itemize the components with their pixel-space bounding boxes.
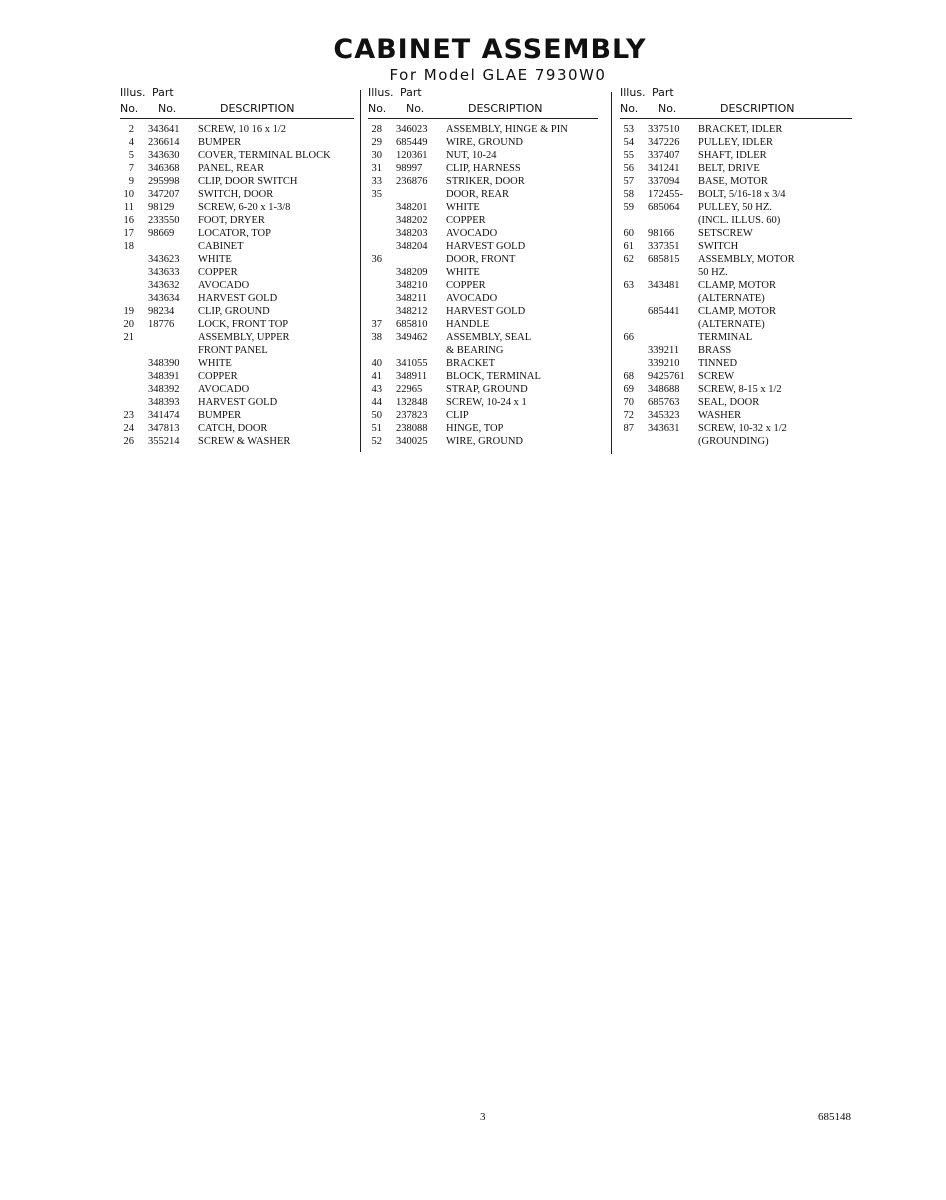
illus-number: 56 (623, 163, 634, 174)
part-number: 348688 (648, 384, 680, 395)
illus-number: 16 (123, 215, 134, 226)
part-number: 348390 (148, 358, 180, 369)
part-description: SCREW & WASHER (198, 436, 291, 447)
illus-number: 40 (371, 358, 382, 369)
table-row (368, 227, 598, 240)
parts-list (120, 118, 354, 448)
table-row (120, 227, 354, 240)
part-number: 343630 (148, 150, 180, 161)
illus-number: 30 (371, 150, 382, 161)
illus-number: 21 (123, 332, 134, 343)
illus-number: 58 (623, 189, 634, 200)
part-number: 343632 (148, 280, 180, 291)
part-number: 347207 (148, 189, 180, 200)
table-row (620, 149, 852, 162)
table-row (120, 175, 354, 188)
model-subtitle: For Model GLAE 7930W0 (389, 66, 607, 84)
part-description: SCREW, 10-32 x 1/2 (698, 423, 787, 434)
header-description: DESCRIPTION (220, 102, 295, 115)
table-row (120, 318, 354, 331)
table-row (120, 240, 354, 253)
part-number: 98669 (148, 228, 175, 239)
column-header (368, 86, 598, 118)
table-row (368, 344, 598, 357)
header-illus: Illus. (620, 86, 646, 99)
part-description: AVOCADO (198, 280, 250, 291)
part-description: COVER, TERMINAL BLOCK (198, 150, 331, 161)
part-description: LOCK, FRONT TOP (198, 319, 289, 330)
illus-number: 7 (128, 163, 134, 174)
part-number: 132848 (396, 397, 428, 408)
part-number: 341241 (648, 163, 680, 174)
part-number: 120361 (396, 150, 428, 161)
part-number: 346023 (396, 124, 428, 135)
part-description: SCREW (698, 371, 735, 382)
part-number: 98234 (148, 306, 175, 317)
part-number: 348391 (148, 371, 180, 382)
table-row (120, 292, 354, 305)
part-description: FOOT, DRYER (198, 215, 265, 226)
part-description: CLIP, DOOR SWITCH (198, 176, 298, 187)
table-row (620, 370, 852, 383)
part-number: 685441 (648, 306, 680, 317)
table-row (120, 162, 354, 175)
table-row (368, 331, 598, 344)
page-number: 3 (480, 1111, 486, 1123)
part-description: COPPER (446, 215, 486, 226)
header-illus: Illus. (120, 86, 146, 99)
page-title: CABINET ASSEMBLY (333, 34, 647, 65)
illus-number: 28 (371, 124, 382, 135)
table-row (120, 149, 354, 162)
part-number: 98129 (148, 202, 175, 213)
part-description: HARVEST GOLD (198, 397, 278, 408)
part-description: (GROUNDING) (698, 436, 769, 447)
part-description: HANDLE (446, 319, 490, 330)
table-row (620, 435, 852, 448)
illus-number: 36 (371, 254, 382, 265)
table-row (120, 214, 354, 227)
part-description: BOLT, 5/16-18 x 3/4 (698, 189, 786, 200)
table-row (120, 422, 354, 435)
part-description: WASHER (698, 410, 742, 421)
table-row (368, 136, 598, 149)
illus-number: 50 (371, 410, 382, 421)
part-number: 348201 (396, 202, 428, 213)
illus-number: 69 (623, 384, 634, 395)
part-number: 348204 (396, 241, 428, 252)
table-row (120, 279, 354, 292)
table-row (368, 396, 598, 409)
parts-column-3 (620, 86, 852, 448)
part-description: BRACKET, IDLER (698, 124, 783, 135)
illus-number: 55 (623, 150, 634, 161)
part-description: BUMPER (198, 137, 242, 148)
header-rule (368, 118, 598, 119)
table-row (620, 279, 852, 292)
table-row (620, 136, 852, 149)
column-header (620, 86, 852, 118)
part-description: FRONT PANEL (198, 345, 268, 356)
table-row (620, 331, 852, 344)
part-number: 345323 (648, 410, 680, 421)
table-row (120, 305, 354, 318)
part-description: HINGE, TOP (446, 423, 504, 434)
illus-number: 37 (371, 319, 382, 330)
part-number: 295998 (148, 176, 180, 187)
table-row (120, 253, 354, 266)
part-number: 98166 (648, 228, 675, 239)
part-description: ASSEMBLY, SEAL (446, 332, 532, 343)
part-description: 50 HZ. (698, 267, 728, 278)
header-description: DESCRIPTION (720, 102, 795, 115)
table-row (620, 201, 852, 214)
part-number: 340025 (396, 436, 428, 447)
header-rule (120, 118, 354, 119)
illus-number: 70 (623, 397, 634, 408)
illus-number: 38 (371, 332, 382, 343)
part-description: CLAMP, MOTOR (698, 306, 776, 317)
column-header (120, 86, 354, 118)
part-description: STRAP, GROUND (446, 384, 528, 395)
part-description: HARVEST GOLD (446, 241, 526, 252)
illus-number: 18 (123, 241, 134, 252)
part-number: 348203 (396, 228, 428, 239)
part-number: 172455- (648, 189, 683, 200)
part-description: CLAMP, MOTOR (698, 280, 776, 291)
parts-list (368, 118, 598, 448)
table-row (368, 383, 598, 396)
illus-number: 17 (123, 228, 134, 239)
part-number: 343634 (148, 293, 180, 304)
part-number: 685064 (648, 202, 680, 213)
illus-number: 11 (123, 202, 134, 213)
illus-number: 23 (123, 410, 134, 421)
illus-number: 66 (623, 332, 634, 343)
part-description: DOOR, REAR (446, 189, 510, 200)
part-description: BRASS (698, 345, 732, 356)
header-no: No. (368, 102, 387, 115)
table-row (620, 123, 852, 136)
part-number: 236876 (396, 176, 428, 187)
part-number: 348212 (396, 306, 428, 317)
part-description: ASSEMBLY, UPPER (198, 332, 290, 343)
illus-number: 35 (371, 189, 382, 200)
table-row (368, 357, 598, 370)
illus-number: 60 (623, 228, 634, 239)
table-row (620, 214, 852, 227)
part-description: BRACKET (446, 358, 496, 369)
table-row (368, 175, 598, 188)
part-number: 355214 (148, 436, 180, 447)
table-row (120, 396, 354, 409)
table-row (620, 253, 852, 266)
part-description: DOOR, FRONT (446, 254, 516, 265)
table-row (120, 201, 354, 214)
table-row (368, 292, 598, 305)
illus-number: 61 (623, 241, 634, 252)
part-description: ASSEMBLY, HINGE & PIN (446, 124, 568, 135)
part-number: 337094 (648, 176, 680, 187)
part-number: 343641 (148, 124, 180, 135)
part-description: TERMINAL (698, 332, 753, 343)
table-row (620, 305, 852, 318)
part-description: WIRE, GROUND (446, 137, 523, 148)
part-number: 339210 (648, 358, 680, 369)
part-description: WIRE, GROUND (446, 436, 523, 447)
illus-number: 41 (371, 371, 382, 382)
document-number: 685148 (818, 1111, 851, 1123)
part-description: LOCATOR, TOP (198, 228, 271, 239)
table-row (368, 149, 598, 162)
part-description: WHITE (198, 358, 232, 369)
part-description: WHITE (198, 254, 232, 265)
part-description: PULLEY, 50 HZ. (698, 202, 772, 213)
part-description: CLIP, HARNESS (446, 163, 521, 174)
part-number: 98997 (396, 163, 423, 174)
part-number: 348211 (396, 293, 428, 304)
part-number: 349462 (396, 332, 428, 343)
table-row (620, 266, 852, 279)
part-description: SHAFT, IDLER (698, 150, 767, 161)
table-row (120, 123, 354, 136)
table-row (368, 435, 598, 448)
table-row (368, 279, 598, 292)
table-row (620, 396, 852, 409)
part-description: TINNED (698, 358, 738, 369)
table-row (368, 409, 598, 422)
table-row (120, 188, 354, 201)
illus-number: 54 (623, 137, 634, 148)
illus-number: 51 (371, 423, 382, 434)
part-number: 343623 (148, 254, 180, 265)
header-no: No. (158, 102, 177, 115)
table-row (368, 305, 598, 318)
part-description: NUT, 10-24 (446, 150, 497, 161)
illus-number: 57 (623, 176, 634, 187)
illus-number: 43 (371, 384, 382, 395)
part-number: 337510 (648, 124, 680, 135)
table-row (120, 370, 354, 383)
column-divider (611, 92, 612, 454)
table-row (368, 162, 598, 175)
part-description: WHITE (446, 202, 480, 213)
part-description: COPPER (198, 371, 238, 382)
illus-number: 10 (123, 189, 134, 200)
part-number: 337351 (648, 241, 680, 252)
table-row (368, 123, 598, 136)
part-number: 685810 (396, 319, 428, 330)
part-number: 22965 (396, 384, 423, 395)
header-no: No. (120, 102, 139, 115)
table-row (620, 422, 852, 435)
table-row (120, 344, 354, 357)
table-row (120, 266, 354, 279)
part-number: 18776 (148, 319, 175, 330)
part-number: 341055 (396, 358, 428, 369)
part-description: AVOCADO (446, 293, 498, 304)
header-description: DESCRIPTION (468, 102, 543, 115)
part-number: 9425761 (648, 371, 685, 382)
part-description: CLIP, GROUND (198, 306, 270, 317)
table-row (120, 435, 354, 448)
illus-number: 5 (128, 150, 134, 161)
part-description: HARVEST GOLD (446, 306, 526, 317)
illus-number: 59 (623, 202, 634, 213)
table-row (120, 409, 354, 422)
part-number: 348209 (396, 267, 428, 278)
part-description: ASSEMBLY, MOTOR (698, 254, 795, 265)
header-rule (620, 118, 852, 119)
illus-number: 29 (371, 137, 382, 148)
header-part: Part (152, 86, 174, 99)
part-description: AVOCADO (198, 384, 250, 395)
table-row (620, 318, 852, 331)
part-number: 348393 (148, 397, 180, 408)
part-description: SEAL, DOOR (698, 397, 760, 408)
table-row (620, 188, 852, 201)
part-number: 347226 (648, 137, 680, 148)
table-row (368, 422, 598, 435)
header-part: Part (652, 86, 674, 99)
part-number: 348392 (148, 384, 180, 395)
table-row (368, 188, 598, 201)
table-row (620, 162, 852, 175)
illus-number: 53 (623, 124, 634, 135)
illus-number: 52 (371, 436, 382, 447)
part-description: PULLEY, IDLER (698, 137, 774, 148)
illus-number: 9 (128, 176, 134, 187)
table-row (368, 370, 598, 383)
table-row (620, 357, 852, 370)
table-row (120, 136, 354, 149)
parts-column-1 (120, 86, 354, 448)
table-row (368, 240, 598, 253)
part-number: 348202 (396, 215, 428, 226)
table-row (368, 266, 598, 279)
part-number: 237823 (396, 410, 428, 421)
illus-number: 87 (623, 423, 634, 434)
part-description: COPPER (198, 267, 238, 278)
parts-column-2 (368, 86, 598, 448)
part-description: (ALTERNATE) (698, 319, 765, 330)
illus-number: 68 (623, 371, 634, 382)
part-description: AVOCADO (446, 228, 498, 239)
part-description: SCREW, 6-20 x 1-3/8 (198, 202, 291, 213)
illus-number: 63 (623, 280, 634, 291)
part-description: SCREW, 10-24 x 1 (446, 397, 527, 408)
part-description: (INCL. ILLUS. 60) (698, 215, 781, 226)
illus-number: 72 (623, 410, 634, 421)
illus-number: 26 (123, 436, 134, 447)
table-row (120, 331, 354, 344)
part-description: (ALTERNATE) (698, 293, 765, 304)
part-number: 348911 (396, 371, 428, 382)
part-number: 347813 (148, 423, 180, 434)
illus-number: 4 (128, 137, 134, 148)
part-description: CLIP (446, 410, 469, 421)
part-description: SWITCH, DOOR (198, 189, 274, 200)
part-description: BLOCK, TERMINAL (446, 371, 541, 382)
table-row (368, 318, 598, 331)
part-description: CATCH, DOOR (198, 423, 268, 434)
parts-list (620, 118, 852, 448)
part-description: CABINET (198, 241, 244, 252)
header-no: No. (406, 102, 425, 115)
part-description: HARVEST GOLD (198, 293, 278, 304)
table-row (120, 357, 354, 370)
part-description: SWITCH (698, 241, 739, 252)
illus-number: 20 (123, 319, 134, 330)
part-number: 236614 (148, 137, 180, 148)
part-description: WHITE (446, 267, 480, 278)
part-number: 348210 (396, 280, 428, 291)
table-row (620, 292, 852, 305)
part-number: 238088 (396, 423, 428, 434)
part-description: BASE, MOTOR (698, 176, 768, 187)
table-row (620, 383, 852, 396)
table-row (120, 383, 354, 396)
header-no: No. (658, 102, 677, 115)
illus-number: 33 (371, 176, 382, 187)
part-number: 343481 (648, 280, 680, 291)
part-description: PANEL, REAR (198, 163, 265, 174)
part-number: 685449 (396, 137, 428, 148)
table-row (620, 240, 852, 253)
table-row (368, 214, 598, 227)
part-description: SETSCREW (698, 228, 753, 239)
part-number: 343631 (648, 423, 680, 434)
part-description: SCREW, 10 16 x 1/2 (198, 124, 286, 135)
part-number: 233550 (148, 215, 180, 226)
illus-number: 24 (123, 423, 134, 434)
table-row (368, 201, 598, 214)
part-number: 343633 (148, 267, 180, 278)
table-row (368, 253, 598, 266)
part-number: 346368 (148, 163, 180, 174)
part-description: COPPER (446, 280, 486, 291)
illus-number: 62 (623, 254, 634, 265)
table-row (620, 409, 852, 422)
part-description: & BEARING (446, 345, 504, 356)
part-description: BUMPER (198, 410, 242, 421)
illus-number: 2 (128, 124, 134, 135)
part-number: 339211 (648, 345, 680, 356)
part-description: STRIKER, DOOR (446, 176, 525, 187)
part-description: SCREW, 8-15 x 1/2 (698, 384, 782, 395)
illus-number: 44 (371, 397, 382, 408)
table-row (620, 227, 852, 240)
table-row (620, 344, 852, 357)
header-illus: Illus. (368, 86, 394, 99)
header-part: Part (400, 86, 422, 99)
illus-number: 19 (123, 306, 134, 317)
illus-number: 31 (371, 163, 382, 174)
part-description: BELT, DRIVE (698, 163, 760, 174)
header-no: No. (620, 102, 639, 115)
part-number: 337407 (648, 150, 680, 161)
part-number: 341474 (148, 410, 180, 421)
column-divider (360, 90, 361, 452)
part-number: 685815 (648, 254, 680, 265)
part-number: 685763 (648, 397, 680, 408)
table-row (620, 175, 852, 188)
